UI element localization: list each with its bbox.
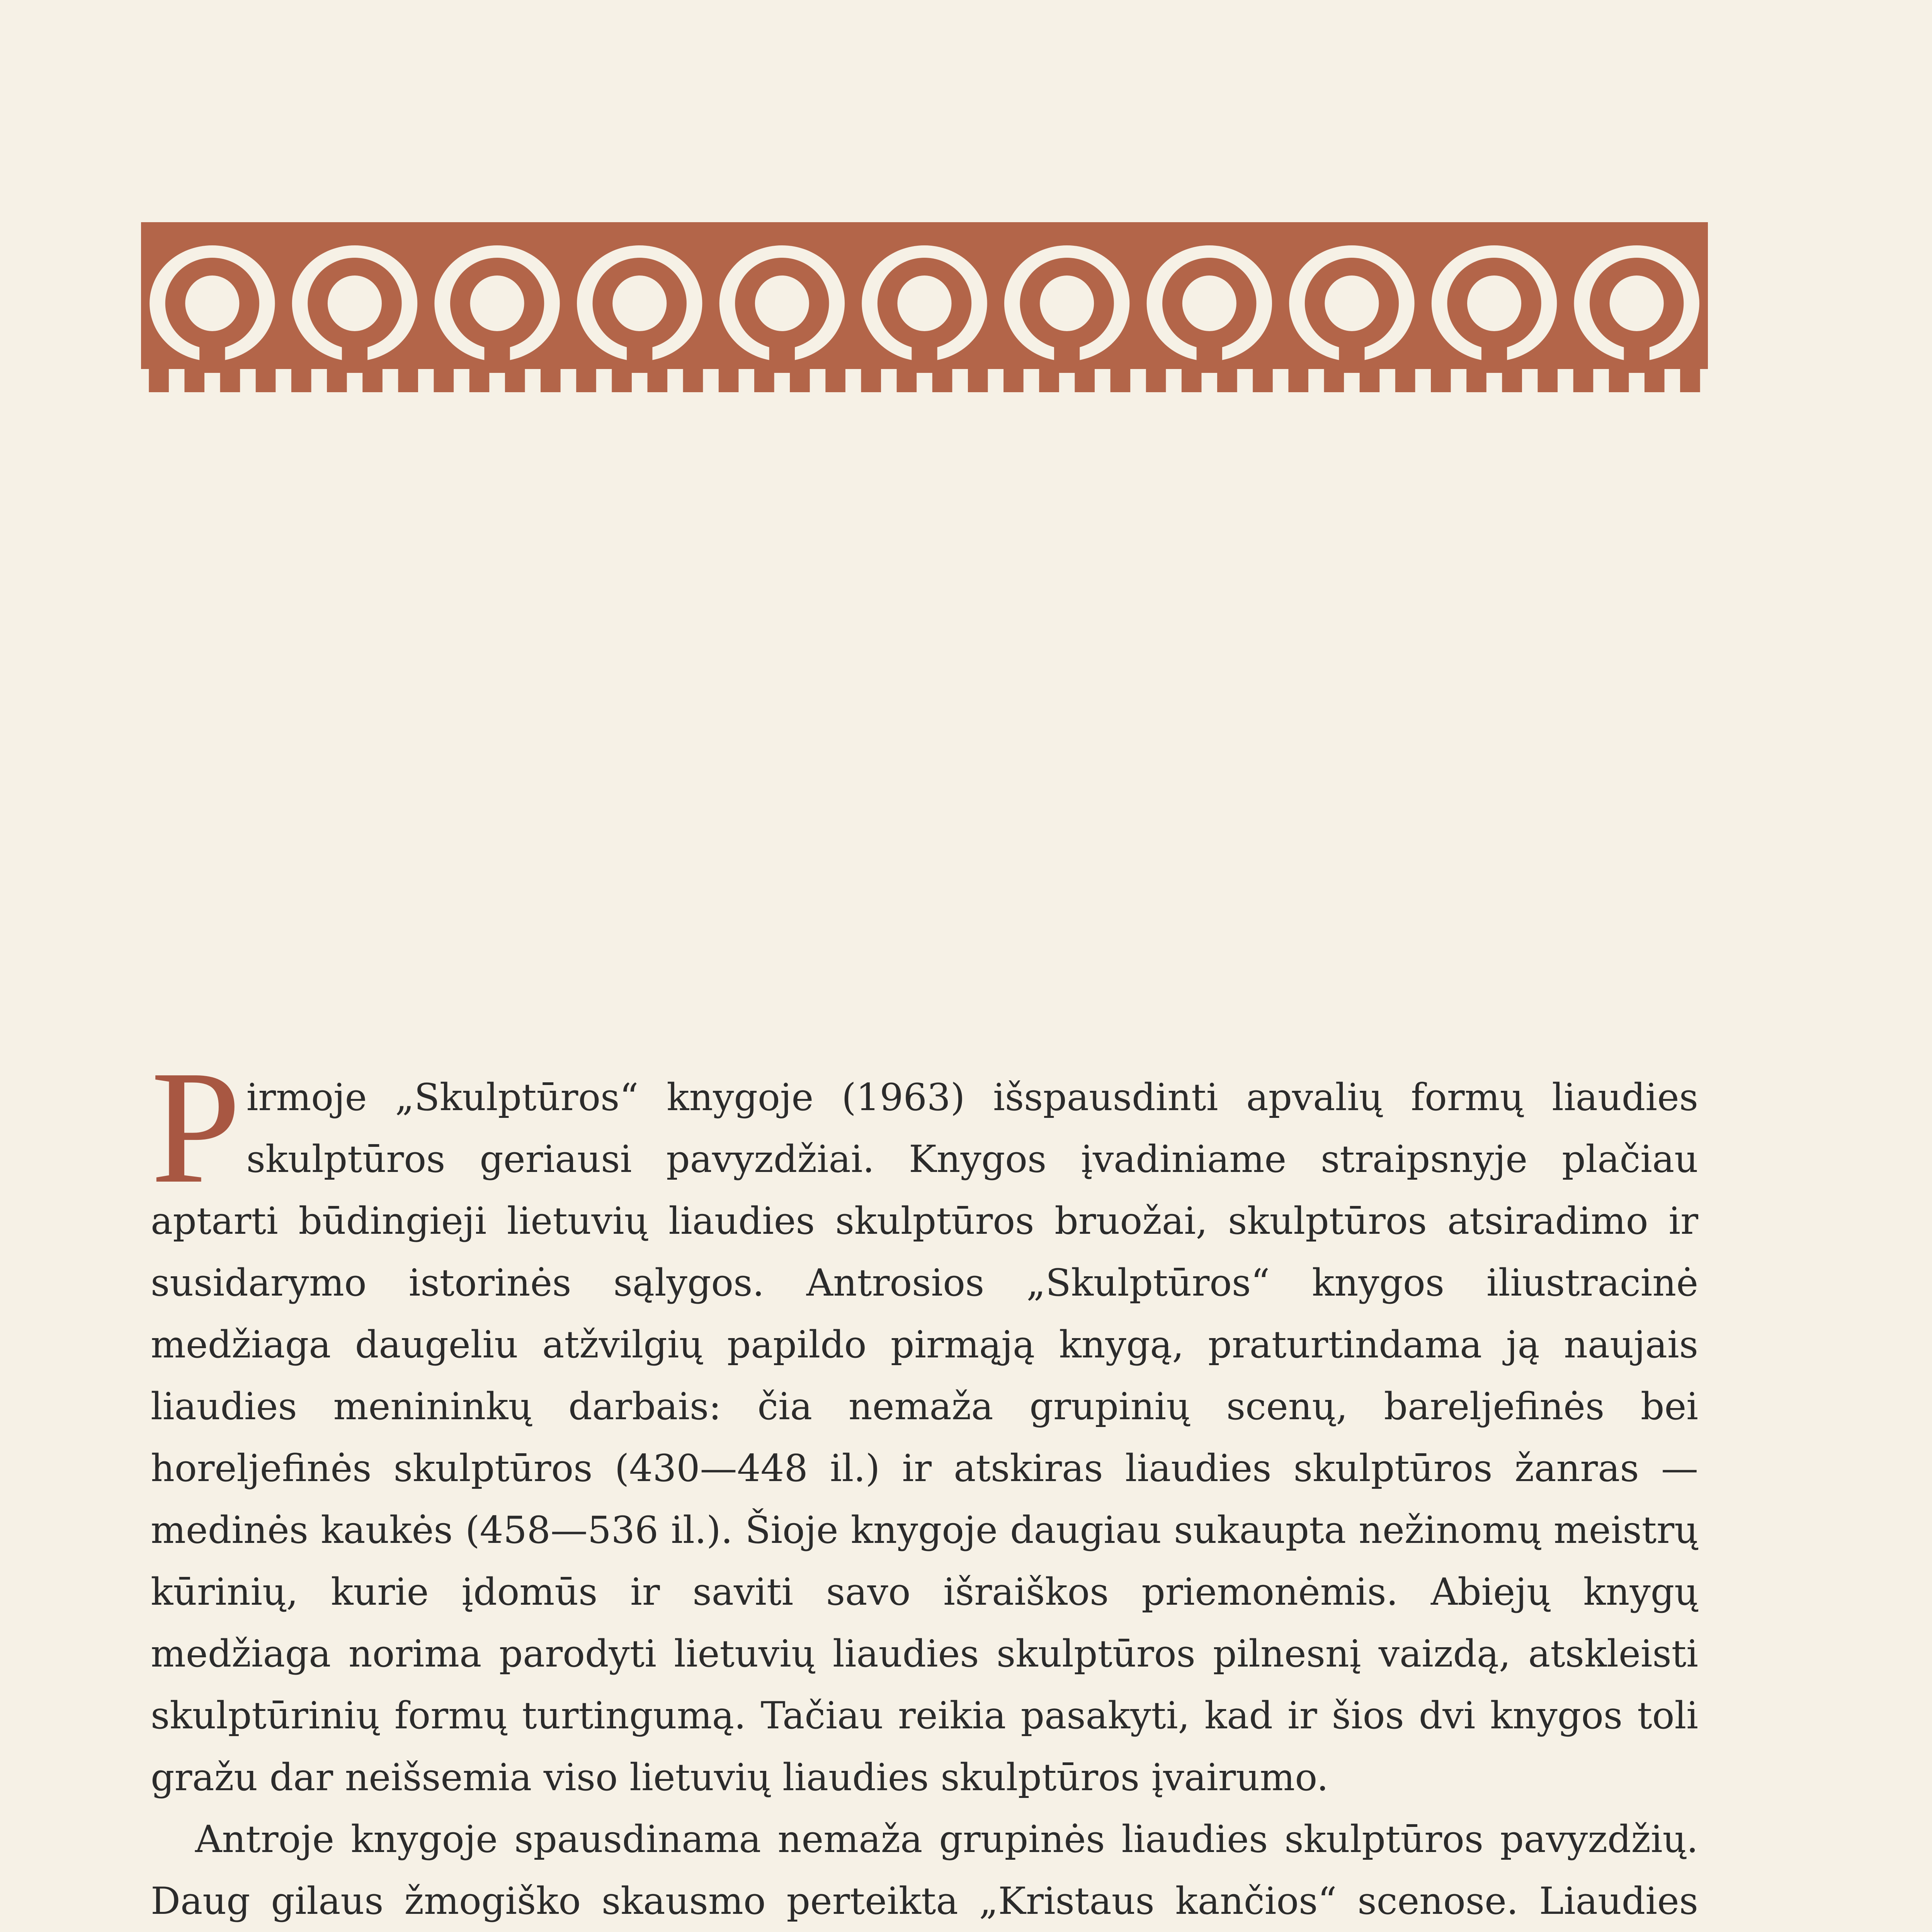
ornament-ring-hole	[328, 276, 382, 331]
ornament-tooth	[968, 368, 988, 392]
drop-cap: P	[151, 1037, 241, 1217]
ornament-tooth	[1395, 368, 1415, 392]
paragraph-2: Antroje knygoje spausdinama nemaža grupinės liaudies skulptūros pavyzdžių. Daug gilaus žmogiško skausmo perteikta „Kristaus kančios“ scenose. Liaudies	[151, 1818, 1698, 1923]
decorative-ornament-band	[141, 222, 1708, 400]
ornament-ring-stem	[1624, 338, 1650, 373]
ornament-tooth	[861, 368, 881, 392]
ornament-ring-hole	[1325, 276, 1379, 331]
ornament-tooth	[1003, 368, 1024, 392]
ornament-ring-stem	[769, 338, 795, 373]
ornament-ring-hole	[1182, 276, 1236, 331]
ornament-tooth	[1111, 368, 1131, 392]
ornament-tooth	[1431, 368, 1451, 392]
ornament-tooth	[149, 368, 169, 392]
ornament-tooth	[541, 368, 561, 392]
ornament-tooth	[1288, 368, 1308, 392]
ornament-ring-stem	[484, 338, 510, 373]
paragraph-1-text: irmoje „Skulptūros“ knygoje (1963) išspausdinti apvalių formų liaudies skulptūros geriausi pavyzdžiai. Knygos įvadiniame straipsnyje plačiau aptarti būdingieji lietuvių liaudies skulptūros bruožai, skulptūros atsiradimo ir susidarymo istorinės sąlygos. Antrosios „Skulptūros“ knygos iliustracinė medžiaga daugeliu atžvilgių papildo pirmąją knygą, praturtindama ją naujais liaudies menininkų darbais: čia nemaža grupinių scenų, bareljefinės bei horeljefinės skulptūros (430—448 il.) ir atskiras liaudies skulptūros žanras — medinės kaukės (458—536 il.). Šioje knygoje daugiau sukaupta nežinomų meistrų kūrinių, kurie įdomūs ir saviti savo išraiškos priemonėmis. Abiejų knygų medžiaga norima parodyti lietuvių liaudies skulptūros pilnesnį vaizdą, atskleisti skulptūrinių formų turtingumą. Tačiau reikia pasakyti, kad ir šios dvi knygos toli gražu dar neišsemia viso lietuvių liaudies skulptūros įvairumo.	[151, 1076, 1698, 1799]
ornament-top-edge	[141, 222, 1708, 243]
ornament-ring-stem	[1339, 338, 1364, 373]
ornament-tooth	[576, 368, 596, 392]
ornament-tooth	[256, 368, 276, 392]
ornament-tooth	[683, 368, 703, 392]
ornament-tooth	[1573, 368, 1594, 392]
ornament-ring-hole	[897, 276, 951, 331]
paragraph-1	[151, 1037, 1698, 1808]
ornament-tooth	[1146, 368, 1166, 392]
ornament-ring-stem	[912, 338, 937, 373]
ornament-tooth	[291, 368, 311, 392]
ornament-ring-hole	[755, 276, 809, 331]
ornament-tooth	[398, 368, 418, 392]
ornament-ring-hole	[612, 276, 667, 331]
ornament-ring-stem	[627, 338, 652, 373]
ornament-pattern	[141, 222, 1708, 392]
ornament-tooth	[434, 368, 454, 392]
ornament-ring-hole	[1040, 276, 1094, 331]
ornament-ring-hole	[1467, 276, 1521, 331]
ornament-ring-stem	[1197, 338, 1222, 373]
article-text	[151, 1037, 1698, 1932]
ornament-ring-stem	[342, 338, 367, 373]
ornament-tooth	[1537, 368, 1558, 392]
ornament-ring-stem	[1054, 338, 1080, 373]
ornament-tooth	[825, 368, 845, 392]
ornament-ring-hole	[1610, 276, 1664, 331]
ornament-ring-stem	[1481, 338, 1507, 373]
ornament-ring-hole	[470, 276, 524, 331]
ornament-ring-hole	[185, 276, 239, 331]
ornament-tooth	[1253, 368, 1273, 392]
ornament-ring-stem	[199, 338, 225, 373]
ornament-tooth	[1680, 368, 1700, 392]
ornament-tooth	[719, 368, 739, 392]
